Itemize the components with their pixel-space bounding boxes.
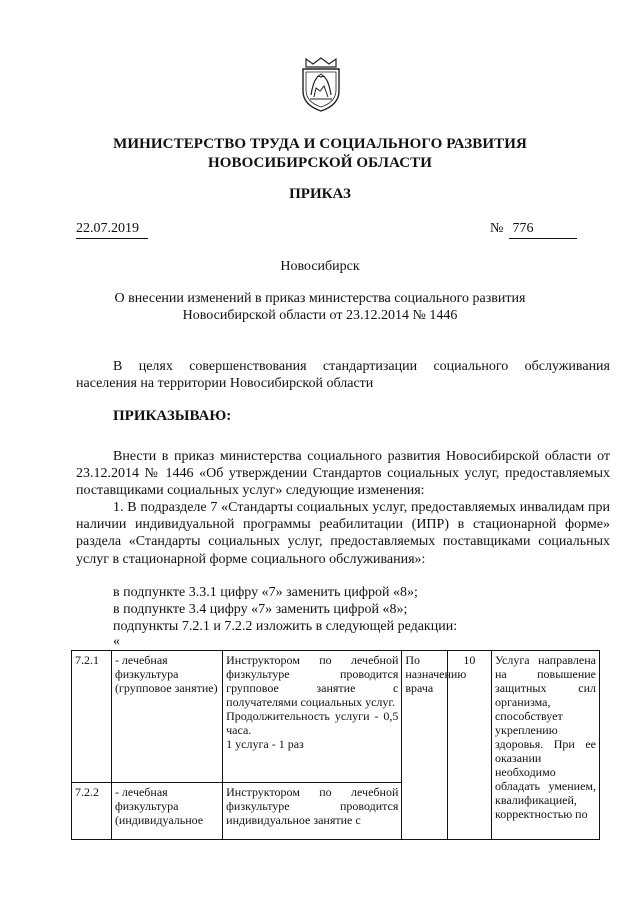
item-1-paragraph: 1. В подразделе 7 «Стандарты социальных услуг, предоставляемых инвалидам при наличии индивидуальной программы реабилитации (ИПР) в стационарной форме» раздела «Стандарты социальных услуг, предоставляемых поставщиками социальных услуг в стационарной форме социального обслуживания»: <box>76 500 610 567</box>
order-number <box>509 221 577 239</box>
service-name: - лечебная физкультура (индивидуальное <box>111 783 222 840</box>
row-number: 7.2.2 <box>72 783 112 840</box>
order-subject-line2: Новосибирской области от 23.12.2014 № 1446 <box>182 308 458 323</box>
order-date: 22.07.2019 <box>76 221 148 239</box>
service-periodicity: По назначению врача <box>402 651 447 840</box>
order-subject <box>0 290 640 324</box>
service-description: Инструктором по лечебной физкультуре проводится индивидуальное занятие с <box>223 783 402 840</box>
service-result: Услуга направлена на повышение защитных сил организма, способствует укреплению здоровья. При ее оказании необходимо обладать умением, квалификацией, корректностью по <box>491 651 599 840</box>
service-duration: Продолжительность услуги - 0,5 часа. <box>226 709 399 737</box>
ministry-title-line1: МИНИСТЕРСТВО ТРУДА И СОЦИАЛЬНОГО РАЗВИТИЯ <box>113 136 527 152</box>
service-description-text: Инструктором по лечебной физкультуре проводится групповое занятие с получателями социальных услуг. <box>226 653 399 709</box>
subitem-3: подпункты 7.2.1 и 7.2.2 изложить в следующей редакции: <box>113 619 458 634</box>
preamble-paragraph: В целях совершенствования стандартизации социального обслуживания населения на территории Новосибирской области <box>76 359 610 392</box>
order-subject-line1: О внесении изменений в приказ министерства социального развития <box>114 291 526 306</box>
order-number-label: № <box>490 221 504 236</box>
coat-of-arms-icon <box>298 55 344 113</box>
service-name: - лечебная физкультура (групповое занятие) <box>111 651 222 783</box>
row-number: 7.2.1 <box>72 651 112 783</box>
order-directive: ПРИКАЗЫВАЮ: <box>113 408 232 424</box>
services-table <box>71 650 600 840</box>
intro-paragraph: Внести в приказ министерства социального развития Новосибирской области от 23.12.2014 № 1446 «Об утверждении Стандартов социальных услуг, предоставляемых поставщиками социальных услуг» следующие изменения: <box>76 449 610 499</box>
service-unit: 1 услуга - 1 раз <box>226 737 304 751</box>
opening-quote: « <box>113 634 120 649</box>
subitem-2: в подпункте 3.4 цифру «7» заменить цифрой «8»; <box>113 602 408 617</box>
order-number-value: 776 <box>512 221 534 236</box>
subitem-1: в подпункте 3.3.1 цифру «7» заменить цифрой «8»; <box>113 585 418 600</box>
service-description <box>223 651 402 783</box>
document-type: ПРИКАЗ <box>289 186 351 202</box>
ministry-title <box>0 135 640 173</box>
service-time: 10 <box>447 651 491 840</box>
city: Новосибирск <box>280 259 360 274</box>
table-row <box>72 651 600 783</box>
ministry-title-line2: НОВОСИБИРСКОЙ ОБЛАСТИ <box>207 155 433 171</box>
